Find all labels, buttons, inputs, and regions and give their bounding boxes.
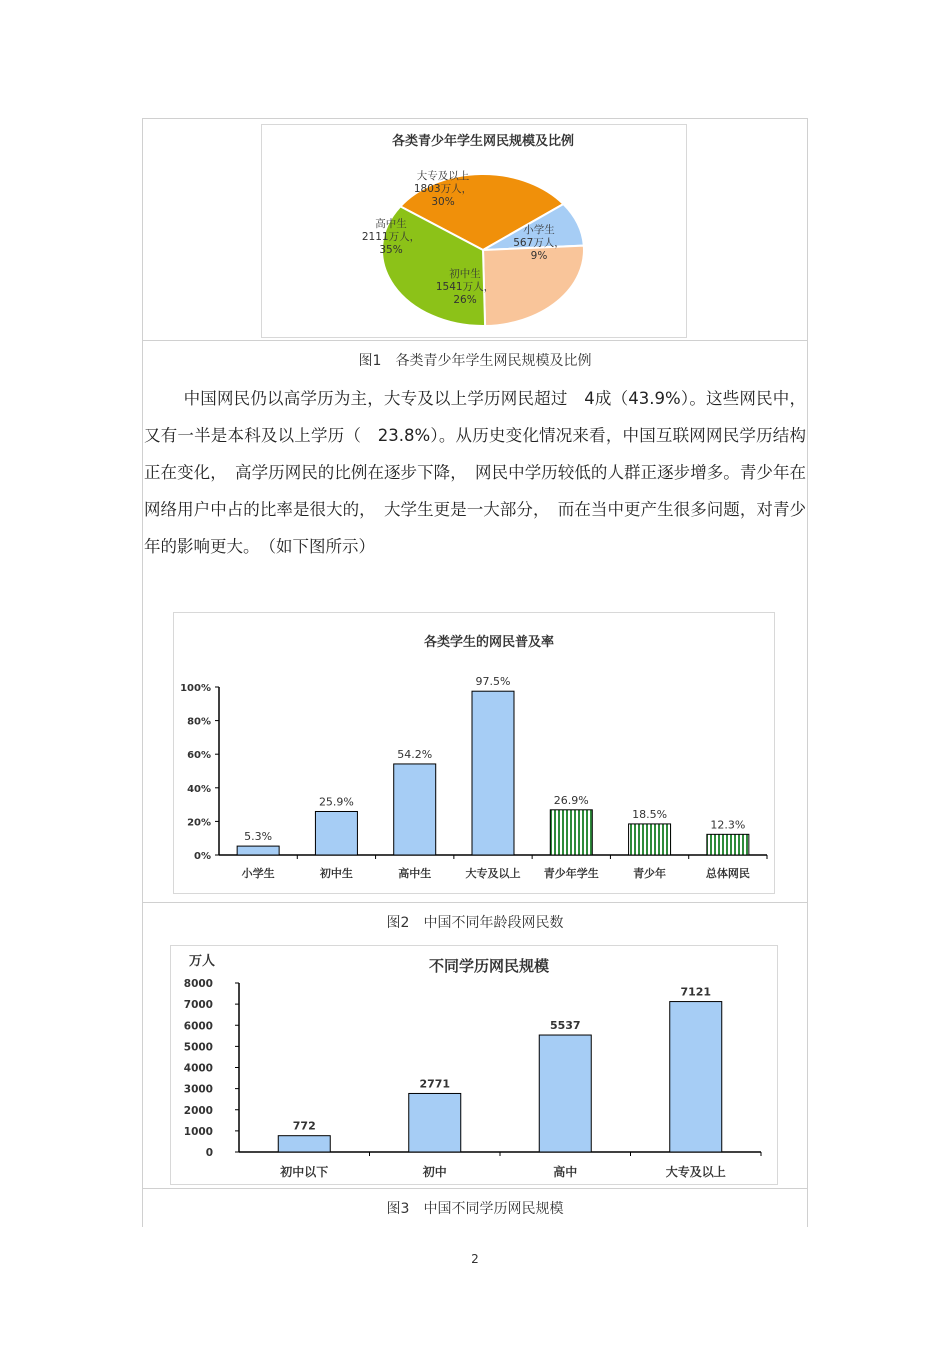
bar-value-label: 5537: [549, 1019, 581, 1033]
y-tick-label: 60%: [187, 750, 211, 762]
x-category-label: 初中: [422, 1165, 447, 1179]
bar-value-label: 5.3%: [244, 830, 273, 844]
scale-chart-title: 不同学历网民规模: [428, 957, 550, 975]
x-category-label: 高中生: [398, 867, 432, 880]
bar-value-label: 54.2%: [397, 747, 433, 761]
bar-value-label: 2771: [419, 1077, 451, 1091]
bar-value-label: 25.9%: [318, 795, 354, 809]
bar: [707, 834, 749, 855]
pie-slice-value: 1803万人，: [413, 183, 473, 195]
y-tick-label: 7000: [183, 999, 213, 1012]
bar-value-label: 97.5%: [475, 675, 511, 689]
bar: [409, 1093, 461, 1152]
pie-chart-box: [261, 124, 687, 338]
pie-slice-name: 高中生: [375, 218, 407, 230]
penetration-bar-chart: [174, 613, 774, 893]
bar: [472, 691, 514, 855]
y-tick-label: 8000: [183, 978, 213, 990]
bar-value-label: 772: [292, 1119, 316, 1133]
pie-slice-value: 1541万人，: [435, 281, 495, 293]
bar: [237, 846, 279, 855]
x-category-label: 大专及以上: [465, 867, 521, 880]
x-category-label: 初中生: [319, 867, 353, 880]
x-category-label: 小学生: [241, 867, 275, 880]
bar-value-label: 18.5%: [632, 807, 668, 821]
pie-slice-value: 567万人，: [513, 237, 565, 249]
bar: [278, 1136, 330, 1152]
y-tick-label: 2000: [183, 1104, 213, 1117]
bar-value-label: 12.3%: [710, 818, 746, 832]
y-tick-label: 40%: [187, 783, 211, 795]
x-category-label: 初中以下: [280, 1165, 329, 1179]
bar-value-label: 7121: [680, 985, 712, 999]
x-category-label: 总体网民: [705, 867, 750, 880]
y-tick-label: 20%: [187, 817, 211, 829]
y-tick-label: 5000: [183, 1041, 213, 1054]
figure3-caption: 图3 中国不同学历网民规模: [386, 1201, 564, 1217]
pie-slice-percent: 35%: [379, 244, 403, 256]
y-tick-label: 0: [205, 1147, 213, 1159]
page-number: 2: [471, 1252, 479, 1266]
paragraph-text: 中国网民仍以高学历为主，大专及以上学历网民超过 4成（43.9%）。这些网民中，又有一半是本科及以上学历（ 23.8%）。从历史变化情况来看，中国互联网网民学历结构正在变化， 高学历网民的比例在逐步下降， 网民中学历较低的人群正逐步增多。青少年在网络用户中占的比率是很大的， 大学生更是一大部分， 而在当中更产生很多问题，对青少年的影响更大。 （如下图所示）: [144, 389, 806, 556]
divider: [142, 340, 808, 341]
bar-value-label: 26.9%: [553, 793, 589, 807]
bar: [670, 1002, 722, 1152]
scale-chart-ylabel: 万人: [189, 954, 216, 969]
penetration-chart-title: 各类学生的网民普及率: [423, 635, 555, 650]
bar: [394, 764, 436, 855]
x-category-label: 青少年: [633, 867, 667, 880]
x-category-label: 青少年学生: [543, 867, 599, 880]
y-tick-label: 6000: [183, 1020, 213, 1033]
figure2-caption: 图2 中国不同年龄段网民数: [386, 915, 564, 931]
figure1-caption: 图1 各类青少年学生网民规模及比例: [358, 353, 592, 369]
pie-chart: [262, 125, 686, 337]
bar: [629, 824, 671, 855]
y-tick-label: 1000: [183, 1125, 213, 1138]
pie-chart-title: 各类青少年学生网民规模及比例: [391, 134, 575, 149]
bar: [550, 810, 592, 855]
pie-slice-name: 初中生: [449, 268, 481, 280]
pie-slice-percent: 30%: [431, 196, 455, 208]
y-tick-label: 4000: [183, 1062, 213, 1075]
pie-slice-name: 大专及以上: [416, 170, 470, 182]
body-paragraph: [144, 380, 806, 565]
scale-chart-box: [170, 945, 778, 1185]
scale-bar-chart: [171, 946, 777, 1184]
divider: [142, 902, 808, 903]
y-tick-label: 100%: [180, 683, 211, 694]
x-category-label: 大专及以上: [665, 1165, 726, 1179]
pie-slice-percent: 9%: [530, 250, 548, 262]
bar: [315, 811, 357, 855]
penetration-chart-box: [173, 612, 775, 894]
pie-slice-value: 2111万人，: [361, 231, 421, 243]
y-tick-label: 3000: [183, 1083, 213, 1096]
y-tick-label: 0%: [194, 851, 211, 862]
y-tick-label: 80%: [187, 716, 211, 728]
bar: [539, 1035, 591, 1152]
pie-slice-name: 小学生: [523, 224, 555, 236]
pie-slice-percent: 26%: [453, 294, 477, 306]
x-category-label: 高中: [553, 1165, 578, 1179]
divider: [142, 1188, 808, 1189]
